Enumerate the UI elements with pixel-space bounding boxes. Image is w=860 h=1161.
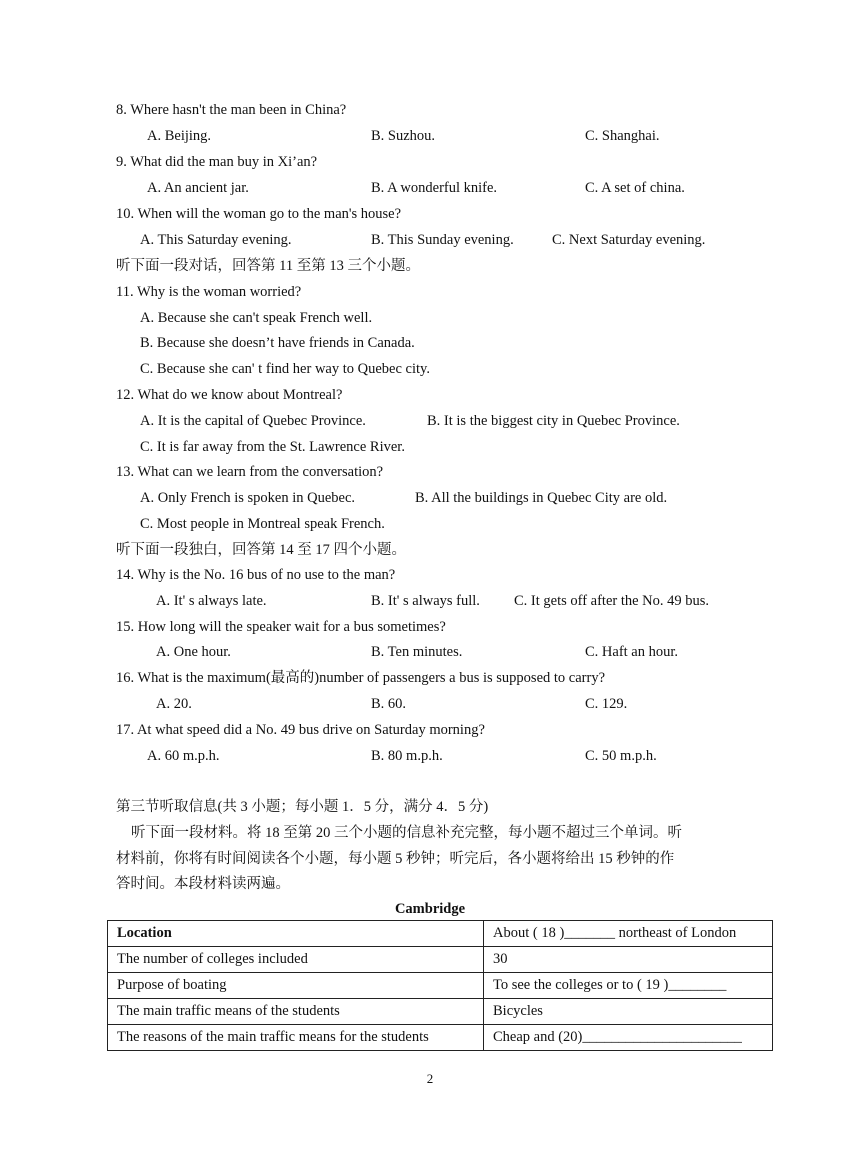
row-value: Bicycles — [484, 999, 773, 1025]
question-17-stem: 17. At what speed did a No. 49 bus drive on Saturday morning? — [116, 722, 485, 738]
question-16-option-a: A. 20. — [156, 696, 192, 712]
question-14-stem: 14. Why is the No. 16 bus of no use to the man? — [116, 567, 396, 583]
question-14-option-a: A. It' s always late. — [156, 593, 267, 609]
section-3-instruction-line-2: 材料前，你将有时间阅读各个小题，每小题 5 秒钟；听完后，各小题将给出 15 秒钟的作 — [116, 851, 675, 867]
question-12-option-b: B. It is the biggest city in Quebec Province. — [427, 413, 680, 429]
row-label: The number of colleges included — [108, 947, 484, 973]
question-9-option-c: C. A set of china. — [585, 180, 685, 196]
question-13-option-c: C. Most people in Montreal speak French. — [140, 516, 385, 532]
question-11-option-c: C. Because she can' t find her way to Quebec city. — [140, 361, 430, 377]
row-value: To see the colleges or to ( 19 )________ — [484, 973, 773, 999]
question-17-option-a: A. 60 m.p.h. — [147, 748, 220, 764]
section-3-instruction-line-1: 听下面一段材料。将 18 至第 20 三个小题的信息补充完整，每小题不超过三个单词。听 — [131, 825, 682, 841]
question-16-option-c: C. 129. — [585, 696, 628, 712]
question-12-stem: 12. What do we know about Montreal? — [116, 387, 343, 403]
question-14-option-c: C. It gets off after the No. 49 bus. — [514, 593, 710, 609]
question-17-option-b: B. 80 m.p.h. — [371, 748, 443, 764]
question-15-option-a: A. One hour. — [156, 644, 231, 660]
question-8-option-b: B. Suzhou. — [371, 128, 436, 144]
question-15-stem: 15. How long will the speaker wait for a bus sometimes? — [116, 619, 446, 635]
question-16-stem: 16. What is the maximum(最高的)number of passengers a bus is supposed to carry? — [116, 670, 606, 686]
question-11-option-b: B. Because she doesn’t have friends in Canada. — [140, 335, 415, 351]
question-13-option-b: B. All the buildings in Quebec City are old. — [415, 490, 668, 506]
row-value: About ( 18 )_______ northeast of London — [484, 921, 773, 947]
question-15-option-c: C. Haft an hour. — [585, 644, 679, 660]
question-8-stem: 8. Where hasn't the man been in China? — [116, 102, 347, 118]
question-9-stem: 9. What did the man buy in Xi’an? — [116, 154, 318, 170]
question-10-option-a: A. This Saturday evening. — [140, 232, 292, 248]
table-title: Cambridge — [394, 901, 466, 917]
instruction-14-17: 听下面一段独白，回答第 14 至 17 四个小题。 — [116, 542, 406, 558]
question-10-stem: 10. When will the woman go to the man's house? — [116, 206, 402, 222]
question-16-option-b: B. 60. — [371, 696, 407, 712]
question-10-option-c: C. Next Saturday evening. — [552, 232, 706, 248]
row-value: 30 — [484, 947, 773, 973]
question-9-option-a: A. An ancient jar. — [147, 180, 249, 196]
question-12-option-c: C. It is far away from the St. Lawrence River. — [140, 439, 405, 455]
table-row — [108, 1025, 773, 1051]
question-9-option-b: B. A wonderful knife. — [371, 180, 498, 196]
row-label: The reasons of the main traffic means for the students — [108, 1025, 484, 1051]
row-label: Location — [108, 921, 484, 947]
question-13-option-a: A. Only French is spoken in Quebec. — [140, 490, 356, 506]
question-14-option-b: B. It' s always full. — [371, 593, 480, 609]
page-number: 2 — [426, 1071, 434, 1086]
question-11-stem: 11. Why is the woman worried? — [116, 284, 302, 300]
row-label: Purpose of boating — [108, 973, 484, 999]
question-8-option-a: A. Beijing. — [147, 128, 212, 144]
table-row — [108, 973, 773, 999]
question-17-option-c: C. 50 m.p.h. — [585, 748, 657, 764]
question-15-option-b: B. Ten minutes. — [371, 644, 463, 660]
section-3-instruction-line-3: 答时间。本段材料读两遍。 — [116, 876, 290, 892]
question-8-option-c: C. Shanghai. — [585, 128, 660, 144]
table-row — [108, 921, 773, 947]
row-value: Cheap and (20)______________________ — [484, 1025, 773, 1051]
question-12-option-a: A. It is the capital of Quebec Province. — [140, 413, 366, 429]
cambridge-info-table — [107, 920, 773, 1051]
instruction-11-13: 听下面一段对话，回答第 11 至第 13 三个小题。 — [116, 258, 420, 274]
table-row — [108, 999, 773, 1025]
question-13-stem: 13. What can we learn from the conversation? — [116, 464, 384, 480]
section-3-heading: 第三节听取信息(共 3 小题；每小题 1．5 分，满分 4．5 分) — [116, 799, 489, 815]
table-row — [108, 947, 773, 973]
question-10-option-b: B. This Sunday evening. — [371, 232, 514, 248]
question-11-option-a: A. Because she can't speak French well. — [140, 310, 373, 326]
row-label: The main traffic means of the students — [108, 999, 484, 1025]
